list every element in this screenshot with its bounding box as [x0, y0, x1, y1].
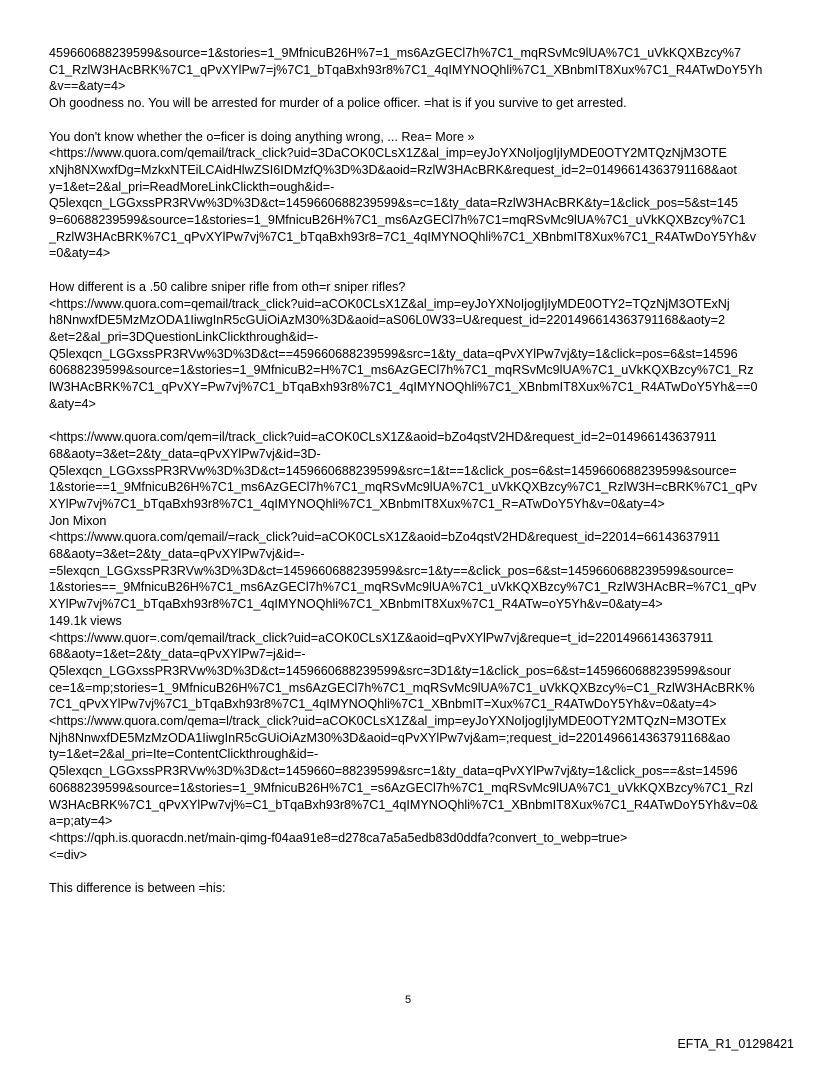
text-line: Q5lexqcn_LGGxssPR3RVw%3D%3D&ct=1459660688239599&src=3D1&ty=1&click_pos=6&st=1459660688239599&sour	[49, 663, 732, 678]
text-line: <https://qph.is.quoracdn.net/main-qimg-f04aa91e8=d278ca7a5a5edb83d0ddfa?convert_to_webp=true>	[49, 831, 628, 845]
text-line: W3HAcBRK%7C1_qPvXYlPw7vj%=C1_bTqaBxh93r8%7C1_4qIMYNOQhli%7C1_XBnbmIT8Xux%7C1_R4ATwDoY5Yh&v=0&	[49, 797, 758, 812]
text-line: ce=1&=mp;stories=1_9MfnicuB26H%7C1_ms6AzGECl7h%7C1_mqRSvMc9lUA%7C1_uVkKQXBzcy%=C1_RzlW3HAcBRK%	[49, 680, 755, 695]
text-line: 68&aoty=3&et=2&ty_data=qPvXYlPw7vj&id=-	[49, 547, 305, 562]
text-line: lW3HAcBRK%7C1_qPvXY=Pw7vj%7C1_bTqaBxh93r8%7C1_4qIMYNOQhli%7C1_XBnbmIT8Xux%7C1_R4ATwDoY5Yh&==0	[49, 380, 758, 395]
text-line: 459660688239599&source=1&stories=1_9MfnicuB26H%7=1_ms6AzGECl7h%7C1_mqRSvMc9lUA%7C1_uVkKQXBzcy%7	[49, 46, 741, 60]
text-line: Q5lexqcn_LGGxssPR3RVw%3D%3D&ct=1459660=88239599&src=1&ty_data=qPvXYlPw7vj&ty=1&click_pos==&st=14596	[49, 764, 738, 779]
text-line: Q5lexqcn_LGGxssPR3RVw%3D%3D&ct=1459660688239599&s=c=1&ty_data=RzlW3HAcBRK&ty=1&click_pos=5&st=145	[49, 196, 738, 211]
text-line: &v==&aty=4>	[49, 79, 126, 94]
text-line: Q5lexqcn_LGGxssPR3RVw%3D%3D&ct==459660688239599&src=1&ty_data=qPvXYlPw7vj&ty=1&click=pos=6&st=14596	[49, 346, 738, 361]
text-line: 68&aoty=1&et=2&ty_data=qPvXYlPw7=j&id=-	[49, 647, 306, 662]
text-line: =5lexqcn_LGGxssPR3RVw%3D%3D&ct=1459660688239599&src=1&ty==&click_pos=6&st=1459660688239599&source=	[49, 563, 734, 578]
text-line: y=1&et=2&al_pri=ReadMoreLinkClickth=ough&id=-	[49, 179, 335, 194]
text-line: &et=2&al_pri=3DQuestionLinkClickthrough&id=-	[49, 329, 319, 344]
document-body	[49, 45, 779, 897]
text-line: 60688239599&source=1&stories=1_9MfnicuB26H%7C1_=s6AzGECl7h%7C1_mqRSvMc9lUA%7C1_uVkKQXBzcy%7C1_Rzl	[49, 780, 753, 795]
blank-line	[49, 863, 779, 880]
text-line: You don't know whether the o=ficer is doing anything wrong, ... Rea= More »	[49, 129, 475, 144]
text-line: XYlPw7vj%7C1_bTqaBxh93r8%7C1_4qIMYNOQhli%7C1_XBnbmIT8Xux%7C1_R4ATw=oY5Yh&v=0&aty=4>	[49, 597, 663, 612]
text-line: <https://www.quora.com/qemail/=rack_click?uid=aCOK0CLsX1Z&aoid=bZo4qstV2HD&request_id=22014=66143637911	[49, 530, 721, 545]
text-line: <https://www.quora.com/qema=l/track_click?uid=aCOK0CLsX1Z&al_imp=eyJoYXNoIjogIjIyMDE0OTY2MTQzN=M3OTEx	[49, 714, 727, 729]
text-line: h8NnwxfDE5MzMzODA1IiwgInR5cGUiOiAzM30%3D&aoid=aS06L0W33=U&request_id=2201496614363791168&aoty=2	[49, 313, 726, 328]
text-line: 7C1_qPvXYlPw7vj%7C1_bTqaBxh93r8%7C1_4qIMYNOQhli%7C1_XBnbmIT=Xux%7C1_R4ATwDoY5Yh&v=0&aty=4>	[49, 697, 717, 712]
author-name: Jon Mixon	[49, 513, 107, 528]
blank-line	[49, 112, 779, 129]
blank-line	[49, 412, 779, 429]
text-line: <https://www.quor=.com/qemail/track_click?uid=aCOK0CLsX1Z&aoid=qPvXYlPw7vj&reque=t_id=22014966143637911	[49, 630, 714, 645]
page-number: 5	[404, 994, 412, 1006]
text-line: Oh goodness no. You will be arrested for murder of a police officer. =hat is if you survive to get arrested.	[49, 96, 627, 111]
document-id-footer: EFTA_R1_01298421	[677, 1037, 794, 1051]
text-line: Q5lexqcn_LGGxssPR3RVw%3D%3D&ct=1459660688239599&src=1&t==1&click_pos=6&st=1459660688239599&source=	[49, 463, 737, 478]
text-line: This difference is between =his:	[49, 881, 226, 896]
text-line: a=p;aty=4>	[49, 814, 113, 829]
text-line: C1_RzlW3HAcBRK%7C1_qPvXYlPw7=j%7C1_bTqaBxh93r8%7C1_4qIMYNOQhli%7C1_XBnbmIT8Xux%7C1_R4ATwDoY5Yh	[49, 62, 763, 77]
text-line: _RzlW3HAcBRK%7C1_qPvXYlPw7vj%7C1_bTqaBxh93r8=7C1_4qIMYNOQhli%7C1_XBnbmIT8Xux%7C1_R4ATwDoY5Yh&v	[49, 229, 757, 244]
text-line: XYlPw7vj%7C1_bTqaBxh93r8%7C1_4qIMYNOQhli%7C1_XBnbmIT8Xux%7C1_R=ATwDoY5Yh&v=0&aty=4>	[49, 496, 665, 511]
text-line: 60688239599&source=1&stories=1_9MfnicuB2=H%7C1_ms6AzGECl7h%7C1_mqRSvMc9lUA%7C1_uVkKQXBzcy%7C1_Rz	[49, 363, 754, 378]
text-line: 9=60688239599&source=1&stories=1_9MfnicuB26H%7C1_ms6AzGECl7h%7C1=mqRSvMc9lUA%7C1_uVkKQXBzcy%7C1	[49, 213, 746, 228]
text-line: 1&storie==1_9MfnicuB26H%7C1_ms6AzGECl7h%7C1_mqRSvMc9lUA%7C1_uVkKQXBzcy%7C1_RzlW3H=cBRK%7C1_qPv	[49, 480, 758, 495]
text-line: Njh8NnwxfDE5MzMzODA1IiwgInR5cGUiOiAzM30%3D&aoid=qPvXYlPw7vj&am=;request_id=2201496614363791168&ao	[49, 730, 731, 745]
text-line: 1&stories==_9MfnicuB26H%7C1_ms6AzGECl7h%7C1_mqRSvMc9lUA%7C1_uVkKQXBzcy%7C1_RzlW3HAcBR=%7C1_qPv	[49, 580, 757, 595]
text-line: xNjh8NXwxfDg=MzkxNTEiLCAidHlwZSI6IDMzfQ%3D%3D&aoid=RzlW3HAcBRK&request_id=2=01496614363791168&aot	[49, 162, 737, 177]
text-line: <https://www.quora.com/qemail/track_click?uid=3DaCOK0CLsX1Z&al_imp=eyJoYXNoIjogIjIyMDE0OTY2MTQzNjM3OTE	[49, 146, 727, 161]
text-line: =0&aty=4>	[49, 246, 111, 261]
text-line: <https://www.quora.com=qemail/track_click?uid=aCOK0CLsX1Z&al_imp=eyJoYXNoIjogIjIyMDE0OTY2=TQzNjM3OTExNj	[49, 296, 730, 311]
text-line: How different is a .50 calibre sniper rifle from oth=r sniper rifles?	[49, 279, 406, 294]
text-line: &aty=4>	[49, 396, 96, 411]
view-count: 149.1k views	[49, 613, 122, 628]
blank-line	[49, 262, 779, 279]
text-line: ty=1&et=2&al_pri=Ite=ContentClickthrough&id=-	[49, 747, 319, 762]
text-line: <https://www.quora.com/qem=il/track_click?uid=aCOK0CLsX1Z&aoid=bZo4qstV2HD&request_id=2=014966143637911	[49, 430, 717, 445]
text-line: 68&aoty=3&et=2&ty_data=qPvXYlPw7vj&id=3D-	[49, 446, 321, 461]
text-line: <=div>	[49, 847, 88, 862]
